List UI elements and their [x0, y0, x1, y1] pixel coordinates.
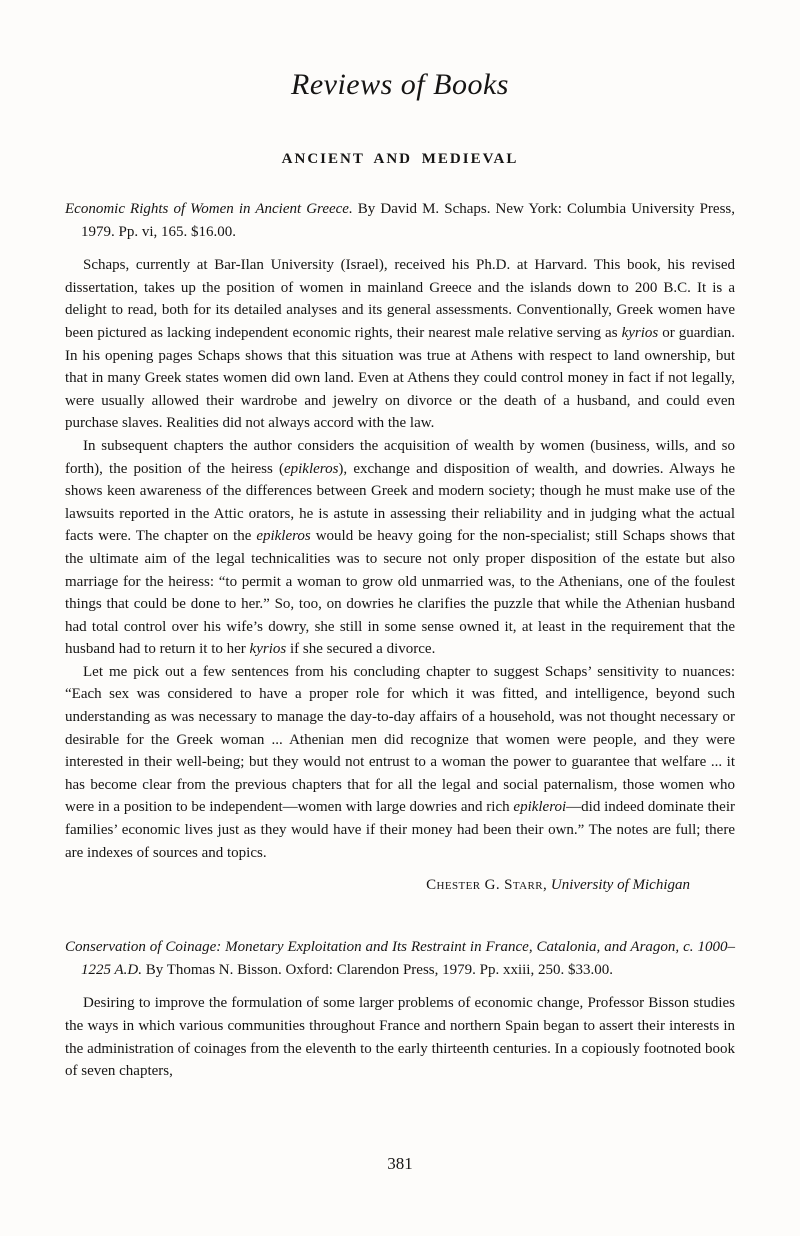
review-bisson — [65, 936, 735, 1083]
book-citation: Economic Rights of Women in Ancient Greece. By David M. Schaps. New York: Columbia University Press, 1979. Pp. vi, 165. $16.00. — [65, 201, 736, 240]
review-body — [65, 992, 735, 1082]
section-heading: ANCIENT AND MEDIEVAL — [281, 151, 519, 167]
review-paragraph: Desiring to improve the formulation of some larger problems of economic change, Professor Bisson studies the ways in which various communities throughout France and northern Spain began to assert their interests in the administration of coinages from the eleventh to the early thirteenth centuries. In a copiously footnoted book of seven chapters, — [65, 995, 735, 1080]
page-number: 381 — [387, 1154, 413, 1173]
reviewer-name: Chester G. Starr, — [426, 877, 548, 894]
review-paragraph: In subsequent chapters the author considers the acquisition of wealth by women (business, wills, and so forth), the position of the heiress (epikleros), exchange and disposition of wealth, and dowries. Always he shows keen awareness of the differences between Greek and modern society; though he must make use of the lawsuits reported in the Attic orators, he is astute in assessing their reliability and in judging what the actual facts were. The chapter on the epikleros would be heavy going for the non-specialist; still Schaps shows that the ultimate aim of the legal technicalities was to secure not only proper disposition of the estate but also marriage for the heiress: “to permit a woman to grow old unmarried was, to the Athenians, one of the foulest things that could be done to her.” So, too, on dowries he clarifies the puzzle that while the Athenian husband had total control over his wife’s dowry, she still in some sense owned it, at least in the requirement that the husband had to return it to her kyrios if she secured a divorce. — [65, 437, 735, 658]
book-citation: Conservation of Coinage: Monetary Exploitation and Its Restraint in France, Catalonia, and Aragon, c. 1000–1225 A.D. By Thomas N. Bisson. Oxford: Clarendon Press, 1979. Pp. xxiii, 250. $33.00. — [65, 939, 735, 978]
reviewer-affiliation: University of Michigan — [550, 877, 690, 894]
review-paragraph: Schaps, currently at Bar-Ilan University (Israel), received his Ph.D. at Harvard. This book, his revised dissertation, takes up the position of women in mainland Greece and the islands down to 200 B.C. It is a delight to read, both for its detailed analyses and its general assessments. Conventionally, Greek women have been pictured as lacking independent economic rights, their nearest male relative serving as kyrios or guardian. In his opening pages Schaps shows that this situation was true at Athens with respect to land ownership, but that in many Greek states women did own land. Even at Athens they could control money in fact if not legally, were usually allowed their wardrobe and jewelry on divorce or the death of a husband, and could even purchase slaves. Realities did not always accord with the law. — [65, 257, 736, 432]
review-paragraph: Let me pick out a few sentences from his concluding chapter to suggest Schaps’ sensitivity to nuances: “Each sex was considered to have a proper role for which it was fitted, and intelligence, beyond such understanding as was necessary to manage the day-to-day affairs of a household, was not thought necessary or desirable for the Greek woman ... Athenian men did recognize that women were people, and they were interested in their well-being; but they would not entrust to a woman the power to guarantee that welfare ... it has become clear from the previous chapters that for all the legal and social paternalism, those women who were in a position to be independent—women with large dowries and rich epikleroi—did indeed dominate their families’ economic lives just as they would have if their money had been their own.” The notes are full; there are indexes of sources and topics. — [65, 663, 735, 861]
reviewer-signature — [65, 877, 690, 894]
review-body — [65, 254, 735, 864]
page-title: Reviews of Books — [291, 68, 509, 101]
review-schaps — [65, 198, 735, 894]
